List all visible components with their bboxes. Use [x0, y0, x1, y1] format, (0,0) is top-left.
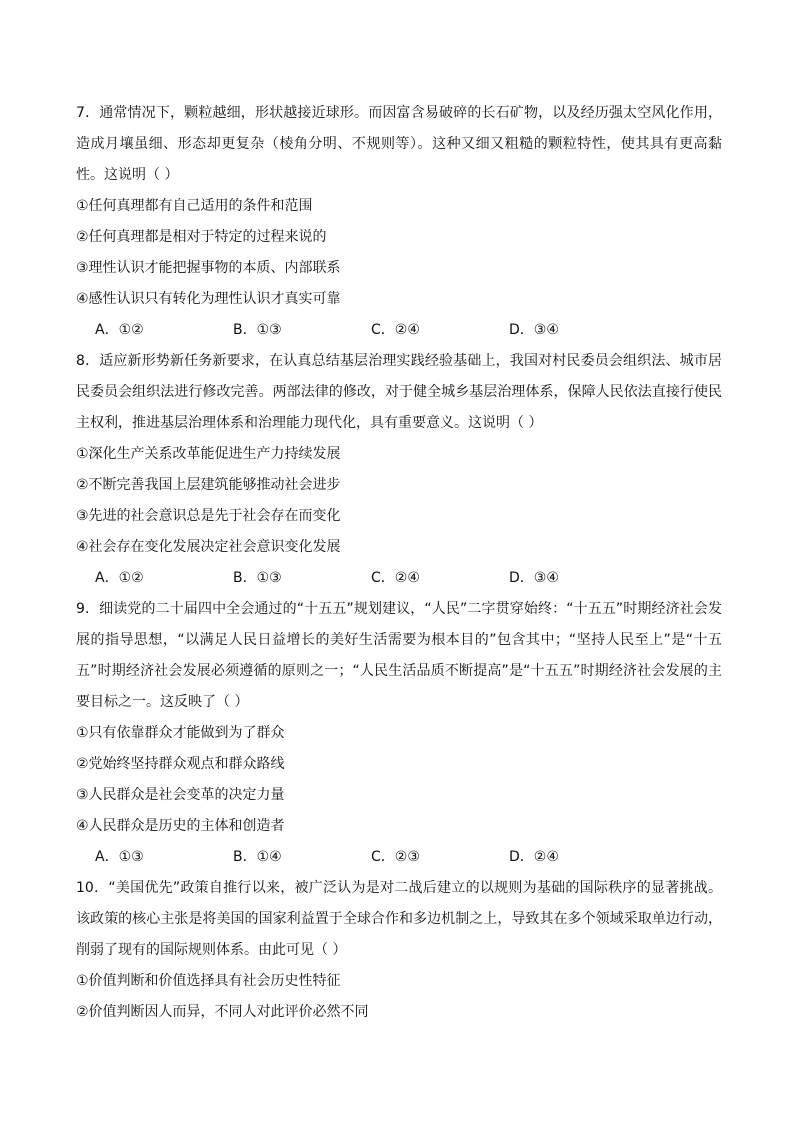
statement-2: ②价值判断因人而异，不同人对此评价必然不同 [76, 1004, 369, 1020]
statement-4: ④人民群众是历史的主体和创造者 [76, 818, 285, 834]
question-8 [76, 346, 722, 594]
statement-2: ②不断完善我国上层建筑能够推动社会进步 [76, 477, 341, 493]
choice-d: D．③④ [509, 570, 559, 586]
choice-a: A．①③ [95, 849, 144, 865]
question-7 [76, 98, 722, 346]
exam-page [76, 98, 722, 1028]
statement-2: ②党始终坚持群众观点和群众路线 [76, 756, 285, 772]
statement-3: ③人民群众是社会变革的决定力量 [76, 787, 285, 803]
question-stem: 7．通常情况下，颗粒越细，形状越接近球形。而因富含易破碎的长石矿物，以及经历强太空风化作用，造成月壤虽细、形态却更复杂（棱角分明、不规则等）。这种又细又粗糙的颗粒特性，使其具有更高黏性。这说明（ ） [76, 105, 722, 183]
statement-4: ④感性认识只有转化为理性认识才真实可靠 [76, 291, 341, 307]
statement-3: ③先进的社会意识总是先于社会存在而变化 [76, 508, 341, 524]
answer-choices [76, 563, 722, 594]
choice-b: B．①③ [233, 570, 282, 586]
choice-d: D．③④ [509, 322, 559, 338]
statement-4: ④社会存在变化发展决定社会意识变化发展 [76, 539, 341, 555]
choice-b: B．①③ [233, 322, 282, 338]
choice-c: C．②④ [371, 322, 420, 338]
choice-b: B．①④ [233, 849, 282, 865]
statement-1: ①任何真理都有自己适用的条件和范围 [76, 198, 313, 214]
answer-choices [76, 315, 722, 346]
choice-c: C．②③ [371, 849, 420, 865]
choice-a: A．①② [95, 570, 144, 586]
choice-a: A．①② [95, 322, 144, 338]
statement-1: ①价值判断和价值选择具有社会历史性特征 [76, 973, 341, 989]
choice-c: C．②④ [371, 570, 420, 586]
answer-choices [76, 842, 722, 873]
statement-1: ①只有依靠群众才能做到为了群众 [76, 725, 285, 741]
question-stem: 9．细读党的二十届四中全会通过的“十五五”规划建议，“人民”二字贯穿始终：“十五五”时期经济社会发展的指导思想，“以满足人民日益增长的美好生活需要为根本目的”包含其中；“坚持人民至上”是“十五五”时期经济社会发展必须遵循的原则之一；“人民生活品质不断提高”是“十五五”时期经济社会发展的主要目标之一。这反映了（ ） [76, 601, 722, 710]
statement-3: ③理性认识才能把握事物的本质、内部联系 [76, 260, 341, 276]
question-stem: 8．适应新形势新任务新要求，在认真总结基层治理实践经验基础上，我国对村民委员会组织法、城市居民委员会组织法进行修改完善。两部法律的修改，对于健全城乡基层治理体系，保障人民依法直接行使民主权利，推进基层治理体系和治理能力现代化，具有重要意义。这说明（ ） [76, 353, 722, 431]
statement-2: ②任何真理都是相对于特定的过程来说的 [76, 229, 327, 245]
question-10 [76, 873, 722, 1028]
question-stem: 10．“美国优先”政策自推行以来，被广泛认为是对二战后建立的以规则为基础的国际秩序的显著挑战。该政策的核心主张是将美国的国家利益置于全球合作和多边机制之上，导致其在多个领域采取单边行动，削弱了现有的国际规则体系。由此可见（ ） [76, 880, 722, 958]
statement-1: ①深化生产关系改革能促进生产力持续发展 [76, 446, 341, 462]
choice-d: D．②④ [509, 849, 559, 865]
question-9 [76, 594, 722, 873]
